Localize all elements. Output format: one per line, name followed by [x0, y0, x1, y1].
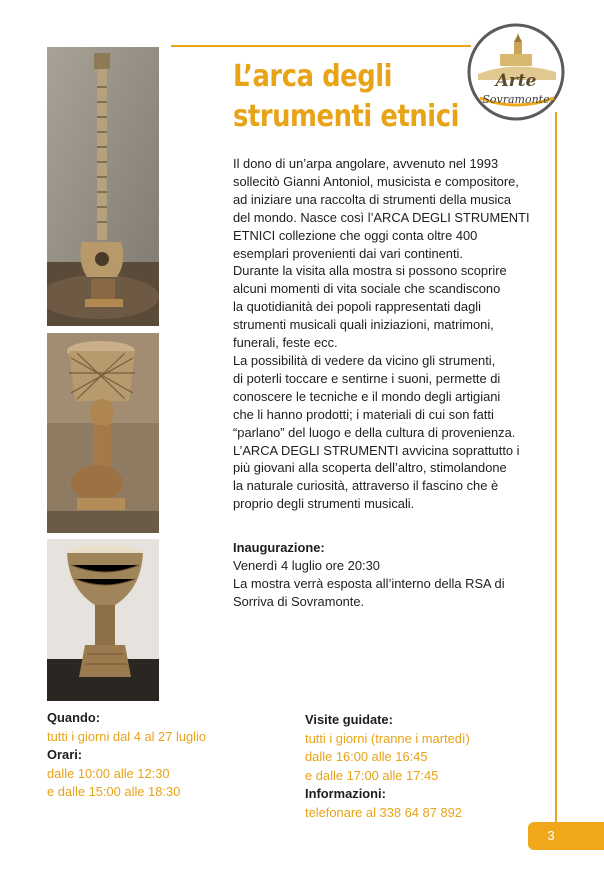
info-phone: telefonare al 338 64 87 892: [305, 804, 462, 820]
inauguration-date: Venerdì 4 luglio ore 20:30: [233, 557, 380, 573]
inauguration-label: Inaugurazione:: [233, 540, 325, 555]
inauguration-block: [233, 539, 553, 611]
body-line: Durante la visita alla mostra si possono scoprire: [233, 263, 507, 279]
string-instrument-image: [47, 47, 159, 326]
carved-drum-image: [47, 333, 159, 533]
body-line: più giovani alla scoperta dell’altro, stimolandone: [233, 460, 507, 476]
arte-sovramonte-logo: [460, 20, 572, 124]
body-line: “parlano” del luogo e della cultura di provenienza.: [233, 424, 516, 440]
schedule-info-right: [305, 711, 470, 823]
inauguration-line-2: Sorriva di Sovramonte.: [233, 593, 365, 609]
body-line: di poterli toccare e sentirne i suoni, permette di: [233, 370, 501, 386]
logo-text-arte: Arte: [495, 71, 537, 91]
description-paragraph: [233, 155, 553, 513]
body-line: del mondo. Nasce così l’ARCA DEGLI STRUMENTI: [233, 209, 530, 225]
body-line: funerali, feste ecc.: [233, 335, 338, 351]
metal-drum-image: [47, 539, 159, 701]
body-line: che li hanno prodotti; i materiali di cui son fatti: [233, 406, 494, 422]
body-line: conoscere le tecniche e il mondo degli artigiani: [233, 388, 501, 404]
body-line: alcuni momenti di vita sociale che scandiscono: [233, 281, 501, 297]
when-label: Quando:: [47, 710, 100, 725]
page-number-tab: [528, 822, 604, 850]
body-line: ETNICI collezione che oggi conta oltre 400: [233, 227, 478, 243]
body-line: sollecitò Gianni Antoniol, musicista e compositore,: [233, 173, 519, 189]
body-line: strumenti musicali quali iniziazioni, matrimoni,: [233, 317, 494, 333]
title-line-2: strumenti etnici: [233, 99, 459, 134]
body-line: proprio degli strumenti musicali.: [233, 496, 415, 512]
hours-label: Orari:: [47, 747, 83, 763]
body-line: esemplari provenienti dai vari continenti.: [233, 245, 464, 261]
page-title: [233, 57, 459, 137]
body-line: La possibilità di vedere da vicino gli strumenti,: [233, 352, 496, 368]
hours-line-1: dalle 10:00 alle 12:30: [47, 765, 170, 781]
body-line: ad iniziare una raccolta di strumenti della musica: [233, 191, 511, 207]
logo-text-sovramonte: Sovramonte: [482, 93, 550, 106]
frame-right-line: [555, 112, 557, 824]
body-line: la quotidianità dei popoli rappresentati dagli: [233, 299, 481, 315]
page-number: 3: [547, 828, 555, 843]
photo-carved-drum: [47, 333, 159, 533]
guided-line-1: tutti i giorni (tranne i martedì): [305, 730, 470, 746]
photo-string-instrument: [47, 47, 159, 326]
guided-line-2: dalle 16:00 alle 16:45: [305, 749, 428, 765]
info-label: Informazioni:: [305, 786, 386, 802]
hours-line-2: e dalle 15:00 alle 18:30: [47, 784, 181, 800]
body-line: L’ARCA DEGLI STRUMENTI avvicina soprattutto i: [233, 442, 520, 458]
inauguration-line-1: La mostra verrà esposta all’interno della RSA di: [233, 575, 505, 591]
photo-metal-drum: [47, 539, 159, 701]
frame-top-line: [171, 45, 471, 47]
when-value: tutti i giorni dal 4 al 27 luglio: [47, 728, 207, 744]
title-line-1: L’arca degli: [233, 59, 393, 94]
schedule-info-left: [47, 709, 206, 802]
body-line: Il dono di un’arpa angolare, avvenuto nel 1993: [233, 156, 499, 171]
body-line: la naturale curiosità, attraverso il fascino che è: [233, 478, 499, 494]
guided-label: Visite guidate:: [305, 712, 393, 727]
guided-line-3: e dalle 17:00 alle 17:45: [305, 767, 439, 783]
